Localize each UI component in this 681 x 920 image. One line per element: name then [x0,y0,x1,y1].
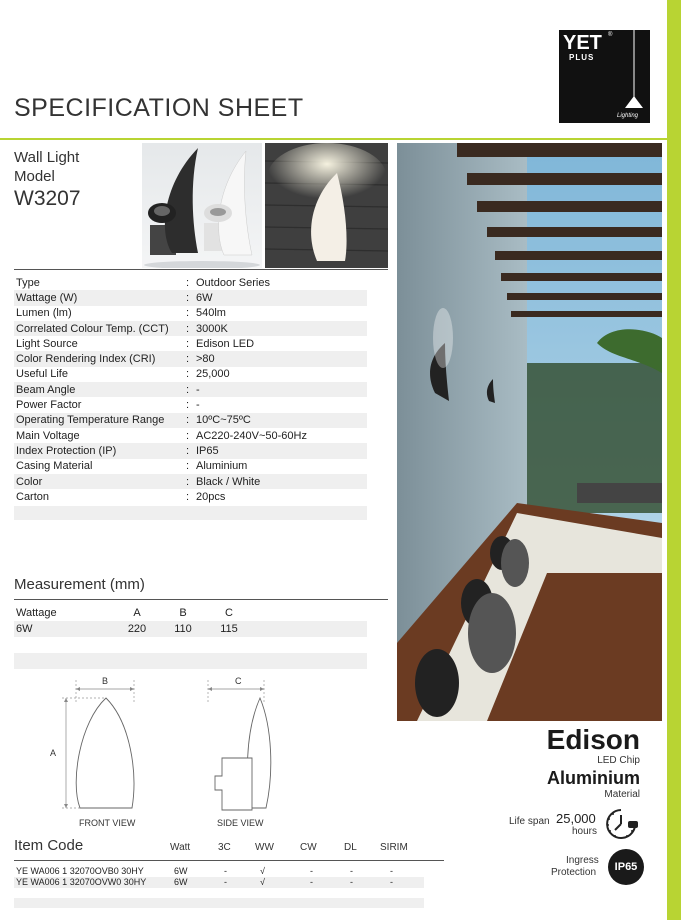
item-header-cw: CW [300,842,317,853]
ingress-label-line1: Ingress [566,855,599,866]
spec-row [14,474,367,489]
spec-row [14,397,367,412]
spec-value: 10ºC~75ºC [194,413,367,428]
measurement-cell: 110 [160,621,206,637]
life-span-value: 25,000 [556,811,596,826]
logo-tagline: Lighting [617,113,639,119]
item-cw-value: - [310,877,313,887]
spec-separator: : [186,399,190,412]
ip-rating-badge: IP65 [608,849,644,885]
spec-label: Light Source [16,337,78,350]
spec-separator: : [184,321,194,336]
header-divider [0,138,667,140]
spec-row [14,306,367,321]
spec-table-footer [14,506,367,520]
spec-row [14,336,367,351]
measurement-row [14,621,367,637]
ingress-label-line2: Protection [551,867,597,878]
item-sirim-value: - [390,877,393,887]
product-photo-installed [265,143,388,268]
spec-row [14,443,367,458]
item-header-3c: 3C [218,842,231,853]
spec-label: Useful Life [16,368,68,381]
item-3c-value: - [224,866,227,876]
spec-divider [14,269,388,270]
spec-label: Type [16,276,40,289]
spec-separator: : [184,382,194,397]
lifestyle-photo-terrace [397,143,662,721]
item-watt-value: 6W [174,877,188,887]
model-number: W3207 [14,187,81,210]
spec-row [14,489,367,504]
logo-sub: PLUS [569,53,595,62]
item-code-footer [14,898,424,908]
measurement-title: Measurement (mm) [14,576,145,593]
spec-value: - [196,399,200,412]
spec-label: Carton [16,490,50,503]
item-code-row [14,877,424,888]
spec-row [14,413,367,428]
measurement-cell: 220 [114,621,160,637]
spec-separator: : [186,276,190,289]
spec-separator: : [184,290,194,305]
item-cw-value: - [310,866,313,876]
product-identity [14,148,81,212]
material-name: Aluminium [547,768,640,788]
item-3c-value: - [224,877,227,887]
spec-label: Color [14,474,184,489]
dimension-label-c: C [235,676,242,686]
dimension-label-b: B [102,676,109,686]
spec-value: 6W [194,290,367,305]
spec-label: Correlated Colour Temp. (CCT) [14,321,184,336]
item-ww-value: √ [260,866,265,876]
spec-separator: : [186,337,190,350]
spec-value: Outdoor Series [196,276,270,289]
item-header-watt: Watt [170,842,191,853]
dimension-diagram [40,672,330,832]
spec-row [14,367,367,382]
spec-separator: : [184,413,194,428]
life-span-unit: hours [572,826,598,837]
material-label: Material [604,789,640,800]
spec-label: Index Protection (IP) [14,443,184,458]
model-label: Model [14,168,55,185]
clock-icon [603,806,639,842]
measurement-header: A [133,607,141,619]
spec-label: Beam Angle [14,382,184,397]
item-code-divider [14,860,444,861]
measurement-spacer-row [14,637,367,653]
spec-label: Wattage (W) [14,290,184,305]
measurement-divider [14,599,388,600]
spec-label: Power Factor [16,399,82,412]
spec-row [14,351,367,366]
item-watt-value: 6W [174,866,188,876]
measurement-table [14,605,367,637]
product-category: Wall Light [14,149,80,166]
chip-name: Edison [546,724,640,755]
brand-logo [559,30,650,123]
spec-row [14,290,367,305]
item-code-title: Item Code [14,837,84,854]
spec-label: Casing Material [16,460,93,473]
spec-value: 540lm [196,307,226,320]
spec-separator: : [184,443,194,458]
spec-separator: : [184,474,194,489]
side-view-label: SIDE VIEW [217,818,264,828]
page-title: SPECIFICATION SHEET [14,94,304,122]
measurement-header: C [225,607,233,619]
item-dl-value: - [350,877,353,887]
spec-label: Main Voltage [16,429,80,442]
item-code-value: YE WA006 1 32070OVB0 30HY [16,866,144,876]
spec-row [14,321,367,336]
spec-separator: : [186,368,190,381]
spec-row [14,459,367,474]
spec-separator: : [184,351,194,366]
item-sirim-value: - [390,866,393,876]
spec-value: IP65 [194,443,367,458]
item-ww-value: √ [260,877,265,887]
spec-row [14,382,367,397]
spec-value: Black / White [194,474,367,489]
accent-side-bar [667,0,681,920]
spec-separator: : [186,307,190,320]
front-view-label: FRONT VIEW [79,818,136,828]
spec-separator: : [186,460,190,473]
chip-label: LED Chip [597,755,640,766]
spec-value: AC220-240V~50-60Hz [196,429,307,442]
measurement-spacer-row [14,653,367,669]
spec-table [14,275,367,504]
life-span-label: Life span [509,816,550,827]
dimension-label-a: A [50,748,57,758]
spec-label: Color Rendering Index (CRI) [14,351,184,366]
spec-value: 20pcs [196,490,226,503]
spec-value: 3000K [194,321,367,336]
dimension-drawing [40,672,330,832]
lamp-logo-icon [559,30,650,123]
spec-value: - [194,382,367,397]
item-dl-value: - [350,866,353,876]
logo-brand: YET [563,32,602,54]
measurement-header-row [14,605,367,621]
spec-value: 25,000 [196,368,230,381]
spec-value: Aluminium [196,460,248,473]
measurement-header: Wattage [16,607,57,619]
item-header-sirim: SIRIM [380,842,408,853]
item-header-dl: DL [344,842,357,853]
item-header-ww: WW [255,842,274,853]
spec-row [14,275,367,290]
measurement-cell: 6W [14,621,114,637]
item-code-value: YE WA006 1 32070OVW0 30HY [16,877,147,887]
logo-registered: ® [608,32,613,38]
item-code-row [14,866,424,877]
measurement-cell: 115 [206,621,252,637]
measurement-header: B [179,607,187,619]
spec-row [14,428,367,443]
spec-separator: : [186,490,190,503]
spec-value: >80 [194,351,367,366]
product-photo-fixtures [142,143,262,268]
spec-value: Edison LED [196,337,255,350]
spec-separator: : [186,429,190,442]
spec-label: Operating Temperature Range [14,413,184,428]
spec-label: Lumen (lm) [16,307,72,320]
